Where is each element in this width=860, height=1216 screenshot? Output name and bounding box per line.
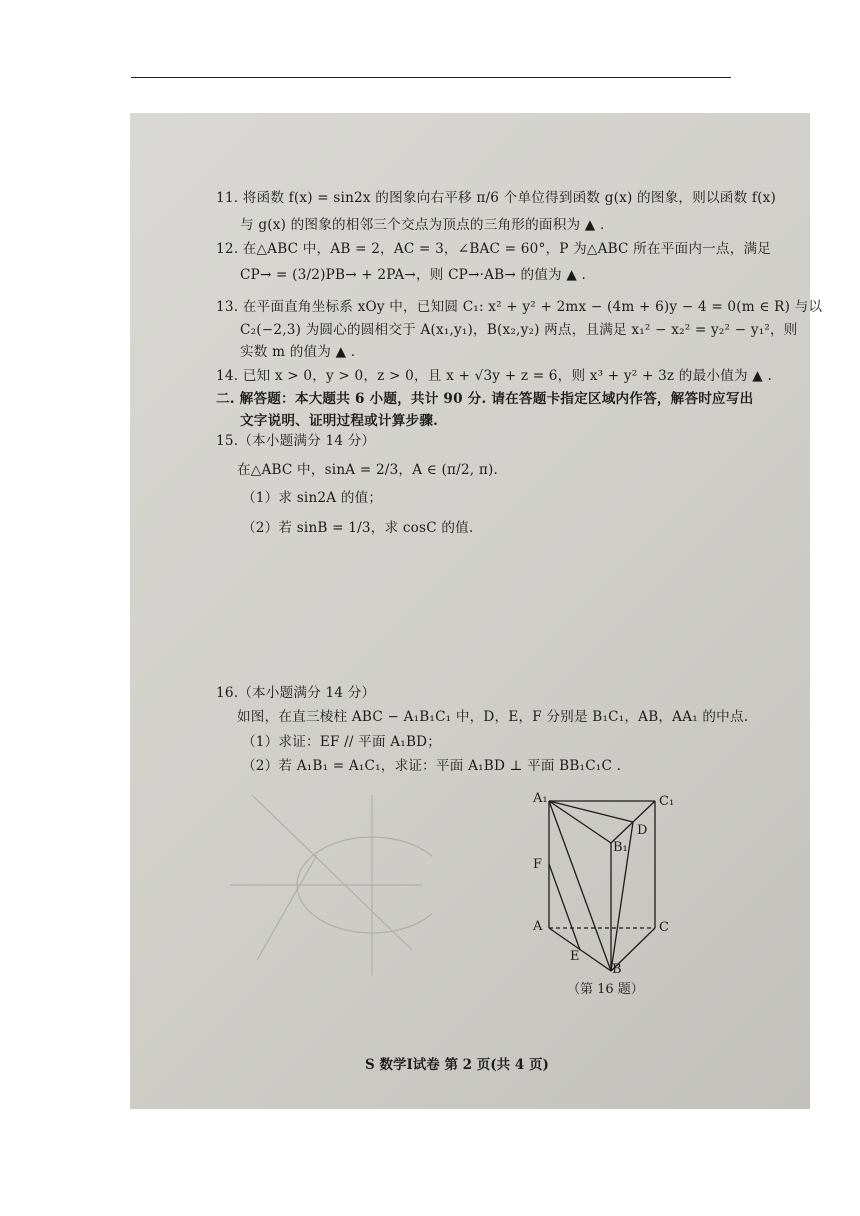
q11-line1: 11. 将函数 f(x) = sin2x 的图象向右平移 π/6 个单位得到函数 g(x) 的图象，则以函数 f(x) [216,190,777,206]
q13-line3: 实数 m 的值为 ▲ . [240,344,356,360]
figure16-caption: （第 16 题） [567,982,644,997]
label-c: C [659,920,669,935]
q16-header: 16.（本小题满分 14 分） [216,685,376,701]
q15-stem: 在△ABC 中，sinA = 2/3，A ∈ (π/2, π). [237,462,499,478]
q14-line1: 14. 已知 x > 0，y > 0，z > 0，且 x + √3y + z = 6，则 x³ + y² + 3z 的最小值为 ▲ . [216,368,772,384]
q11-line2: 与 g(x) 的图象的相邻三个交点为顶点的三角形的面积为 ▲ . [240,217,605,233]
top-rule [131,77,731,78]
label-b: B [612,962,622,977]
q15-part2: （2）若 sinB = 1/3，求 cosC 的值. [242,520,474,536]
line-fe [549,864,580,950]
q13-line1: 13. 在平面直角坐标系 xOy 中，已知圆 C₁: x² + y² + 2mx − (4m + 6)y − 4 = 0(m ∈ R) 与以 [216,299,823,315]
q16-part2: （2）若 A₁B₁ = A₁C₁，求证：平面 A₁BD ⊥ 平面 BB₁C₁C . [242,758,622,774]
section2-line1: 二. 解答题：本大题共 6 小题，共计 90 分. 请在答题卡指定区域内作答，解答时应写出 [216,391,754,407]
q12-line2: CP→ = (3/2)PB→ + 2PA→，则 CP→·AB→ 的值为 ▲ . [240,267,587,283]
label-d: D [637,823,648,838]
q15-header: 15.（本小题满分 14 分） [216,433,376,449]
label-e: E [570,949,580,964]
q16-part1: （1）求证：EF // 平面 A₁BD； [242,734,442,750]
label-a1: A₁ [533,791,548,806]
q13-line2: C₂(−2,3) 为圆心的圆相交于 A(x₁,y₁)，B(x₂,y₂) 两点，且满足 x₁² − x₂² = y₂² − y₁²，则 [240,322,798,338]
bleed-through-figure [222,785,432,985]
prism-figure [525,790,675,980]
line-a1b [549,801,611,971]
q12-line1: 12. 在△ABC 中，AB = 2，AC = 3，∠BAC = 60°，P 为△ABC 所在平面内一点，满足 [216,241,772,257]
label-a: A [533,919,543,934]
label-b1: B₁ [613,840,628,855]
line-a1d [549,801,633,822]
section2-line2: 文字说明、证明过程或计算步骤. [240,413,439,429]
label-c1: C₁ [659,794,675,809]
label-f: F [533,857,543,872]
q15-part1: （1）求 sin2A 的值； [242,490,383,506]
edge-a1b1 [549,801,611,843]
page-footer: S 数学Ⅰ试卷 第 2 页(共 4 页) [365,1057,549,1073]
q16-stem: 如图，在直三棱柱 ABC − A₁B₁C₁ 中，D，E，F 分别是 B₁C₁，AB，AA₁ 的中点. [237,709,749,725]
